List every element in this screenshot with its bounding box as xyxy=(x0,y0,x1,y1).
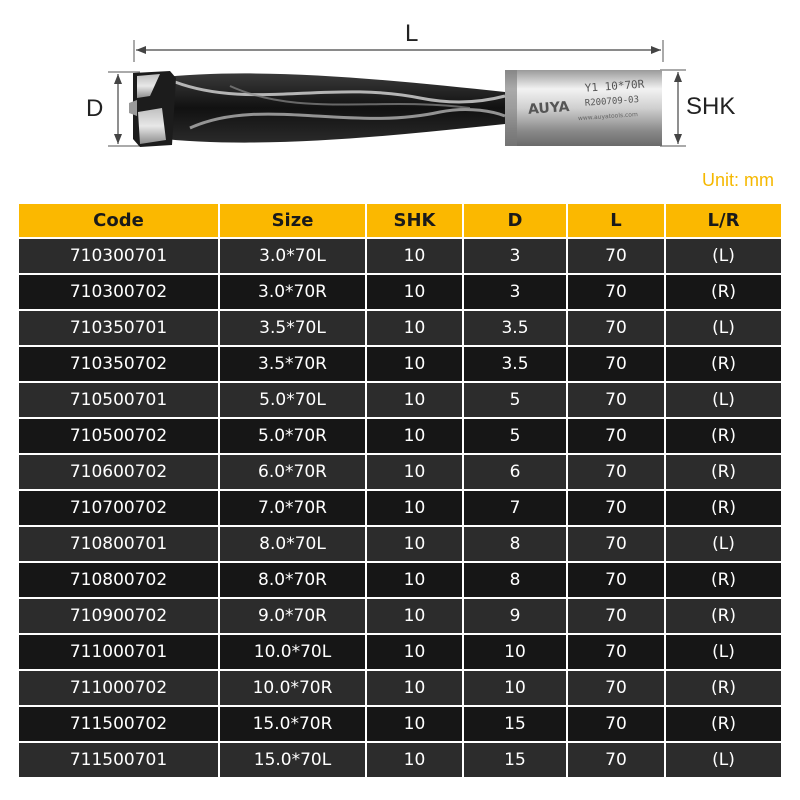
drill-tip xyxy=(129,71,176,147)
unit-note: Unit: mm xyxy=(702,170,774,190)
l-cell: 70 xyxy=(567,454,665,490)
table-header-row xyxy=(19,204,781,238)
d-cell: 7 xyxy=(463,490,567,526)
size-cell: 8.0*70L xyxy=(219,526,366,562)
l-cell: 70 xyxy=(567,706,665,742)
table-row xyxy=(19,238,781,274)
shk-cell: 10 xyxy=(366,490,463,526)
d-cell: 3.5 xyxy=(463,346,567,382)
column-header-size: Size xyxy=(219,204,366,238)
code-cell: 710350701 xyxy=(19,310,219,346)
shank-label: SHK xyxy=(686,93,736,120)
lr-cell: (R) xyxy=(665,490,781,526)
spec-table xyxy=(19,204,781,779)
l-cell: 70 xyxy=(567,346,665,382)
lr-cell: (R) xyxy=(665,706,781,742)
table-row xyxy=(19,382,781,418)
size-cell: 10.0*70L xyxy=(219,634,366,670)
l-cell: 70 xyxy=(567,490,665,526)
l-cell: 70 xyxy=(567,742,665,778)
code-cell: 710500702 xyxy=(19,418,219,454)
table-row xyxy=(19,706,781,742)
code-cell: 710800701 xyxy=(19,526,219,562)
l-cell: 70 xyxy=(567,382,665,418)
table-row xyxy=(19,418,781,454)
d-cell: 3 xyxy=(463,274,567,310)
size-cell: 15.0*70L xyxy=(219,742,366,778)
length-dimension xyxy=(134,40,663,62)
code-cell: 710700702 xyxy=(19,490,219,526)
shk-cell: 10 xyxy=(366,274,463,310)
shk-cell: 10 xyxy=(366,454,463,490)
size-cell: 5.0*70R xyxy=(219,418,366,454)
size-cell: 3.0*70R xyxy=(219,274,366,310)
code-cell: 711500701 xyxy=(19,742,219,778)
column-header-l: L xyxy=(567,204,665,238)
size-cell: 3.0*70L xyxy=(219,238,366,274)
d-cell: 8 xyxy=(463,526,567,562)
shk-cell: 10 xyxy=(366,310,463,346)
size-cell: 3.5*70R xyxy=(219,346,366,382)
d-cell: 15 xyxy=(463,742,567,778)
d-cell: 10 xyxy=(463,670,567,706)
d-cell: 8 xyxy=(463,562,567,598)
code-cell: 710800702 xyxy=(19,562,219,598)
shk-cell: 10 xyxy=(366,382,463,418)
lr-cell: (R) xyxy=(665,598,781,634)
size-cell: 9.0*70R xyxy=(219,598,366,634)
lr-cell: (R) xyxy=(665,274,781,310)
shk-cell: 10 xyxy=(366,346,463,382)
column-header-d: D xyxy=(463,204,567,238)
code-cell: 710300701 xyxy=(19,238,219,274)
d-cell: 9 xyxy=(463,598,567,634)
lr-cell: (L) xyxy=(665,526,781,562)
lr-cell: (L) xyxy=(665,238,781,274)
flute-body xyxy=(155,73,505,142)
size-cell: 8.0*70R xyxy=(219,562,366,598)
column-header-shk: SHK xyxy=(366,204,463,238)
lr-cell: (L) xyxy=(665,634,781,670)
d-cell: 3.5 xyxy=(463,310,567,346)
l-cell: 70 xyxy=(567,562,665,598)
drill-bit-diagram xyxy=(0,0,800,200)
size-cell: 7.0*70R xyxy=(219,490,366,526)
table-row xyxy=(19,274,781,310)
size-cell: 10.0*70R xyxy=(219,670,366,706)
code-cell: 710500701 xyxy=(19,382,219,418)
code-cell: 710600702 xyxy=(19,454,219,490)
lr-cell: (R) xyxy=(665,454,781,490)
table-row xyxy=(19,310,781,346)
lr-cell: (L) xyxy=(665,742,781,778)
size-cell: 6.0*70R xyxy=(219,454,366,490)
brand-marking: AUYA xyxy=(527,98,570,118)
d-cell: 10 xyxy=(463,634,567,670)
column-header-lr: L/R xyxy=(665,204,781,238)
size-cell: 15.0*70R xyxy=(219,706,366,742)
size-cell: 5.0*70L xyxy=(219,382,366,418)
table-row xyxy=(19,634,781,670)
shk-cell: 10 xyxy=(366,634,463,670)
shk-cell: 10 xyxy=(366,706,463,742)
lr-cell: (R) xyxy=(665,346,781,382)
shk-cell: 10 xyxy=(366,526,463,562)
l-cell: 70 xyxy=(567,526,665,562)
l-cell: 70 xyxy=(567,274,665,310)
table-row xyxy=(19,598,781,634)
code-cell: 710300702 xyxy=(19,274,219,310)
table-row xyxy=(19,670,781,706)
l-cell: 70 xyxy=(567,310,665,346)
l-cell: 70 xyxy=(567,238,665,274)
d-cell: 5 xyxy=(463,418,567,454)
l-cell: 70 xyxy=(567,418,665,454)
d-cell: 15 xyxy=(463,706,567,742)
shk-cell: 10 xyxy=(366,598,463,634)
table-row xyxy=(19,454,781,490)
shk-cell: 10 xyxy=(366,238,463,274)
d-cell: 6 xyxy=(463,454,567,490)
table-row xyxy=(19,562,781,598)
d-cell: 3 xyxy=(463,238,567,274)
length-label: L xyxy=(405,20,419,47)
shk-cell: 10 xyxy=(366,670,463,706)
table-body xyxy=(19,238,781,778)
table-row xyxy=(19,346,781,382)
shank-marking-3: www.auyatools.com xyxy=(577,111,639,123)
l-cell: 70 xyxy=(567,670,665,706)
code-cell: 711500702 xyxy=(19,706,219,742)
code-cell: 711000702 xyxy=(19,670,219,706)
lr-cell: (L) xyxy=(665,382,781,418)
lr-cell: (L) xyxy=(665,310,781,346)
lr-cell: (R) xyxy=(665,562,781,598)
lr-cell: (R) xyxy=(665,670,781,706)
table-row xyxy=(19,490,781,526)
shank-marking-1: Y1 10*70R xyxy=(584,77,645,95)
code-cell: 710900702 xyxy=(19,598,219,634)
shank-marking-2: R200709-03 xyxy=(584,94,640,109)
diameter-label: D xyxy=(86,95,104,122)
column-header-code: Code xyxy=(19,204,219,238)
table-row xyxy=(19,526,781,562)
drill-bit-illustration xyxy=(0,0,800,200)
d-cell: 5 xyxy=(463,382,567,418)
table-row xyxy=(19,742,781,778)
code-cell: 711000701 xyxy=(19,634,219,670)
code-cell: 710350702 xyxy=(19,346,219,382)
shk-cell: 10 xyxy=(366,562,463,598)
shk-cell: 10 xyxy=(366,742,463,778)
shk-cell: 10 xyxy=(366,418,463,454)
shank-dimension xyxy=(660,70,686,146)
l-cell: 70 xyxy=(567,598,665,634)
size-cell: 3.5*70L xyxy=(219,310,366,346)
l-cell: 70 xyxy=(567,634,665,670)
lr-cell: (R) xyxy=(665,418,781,454)
